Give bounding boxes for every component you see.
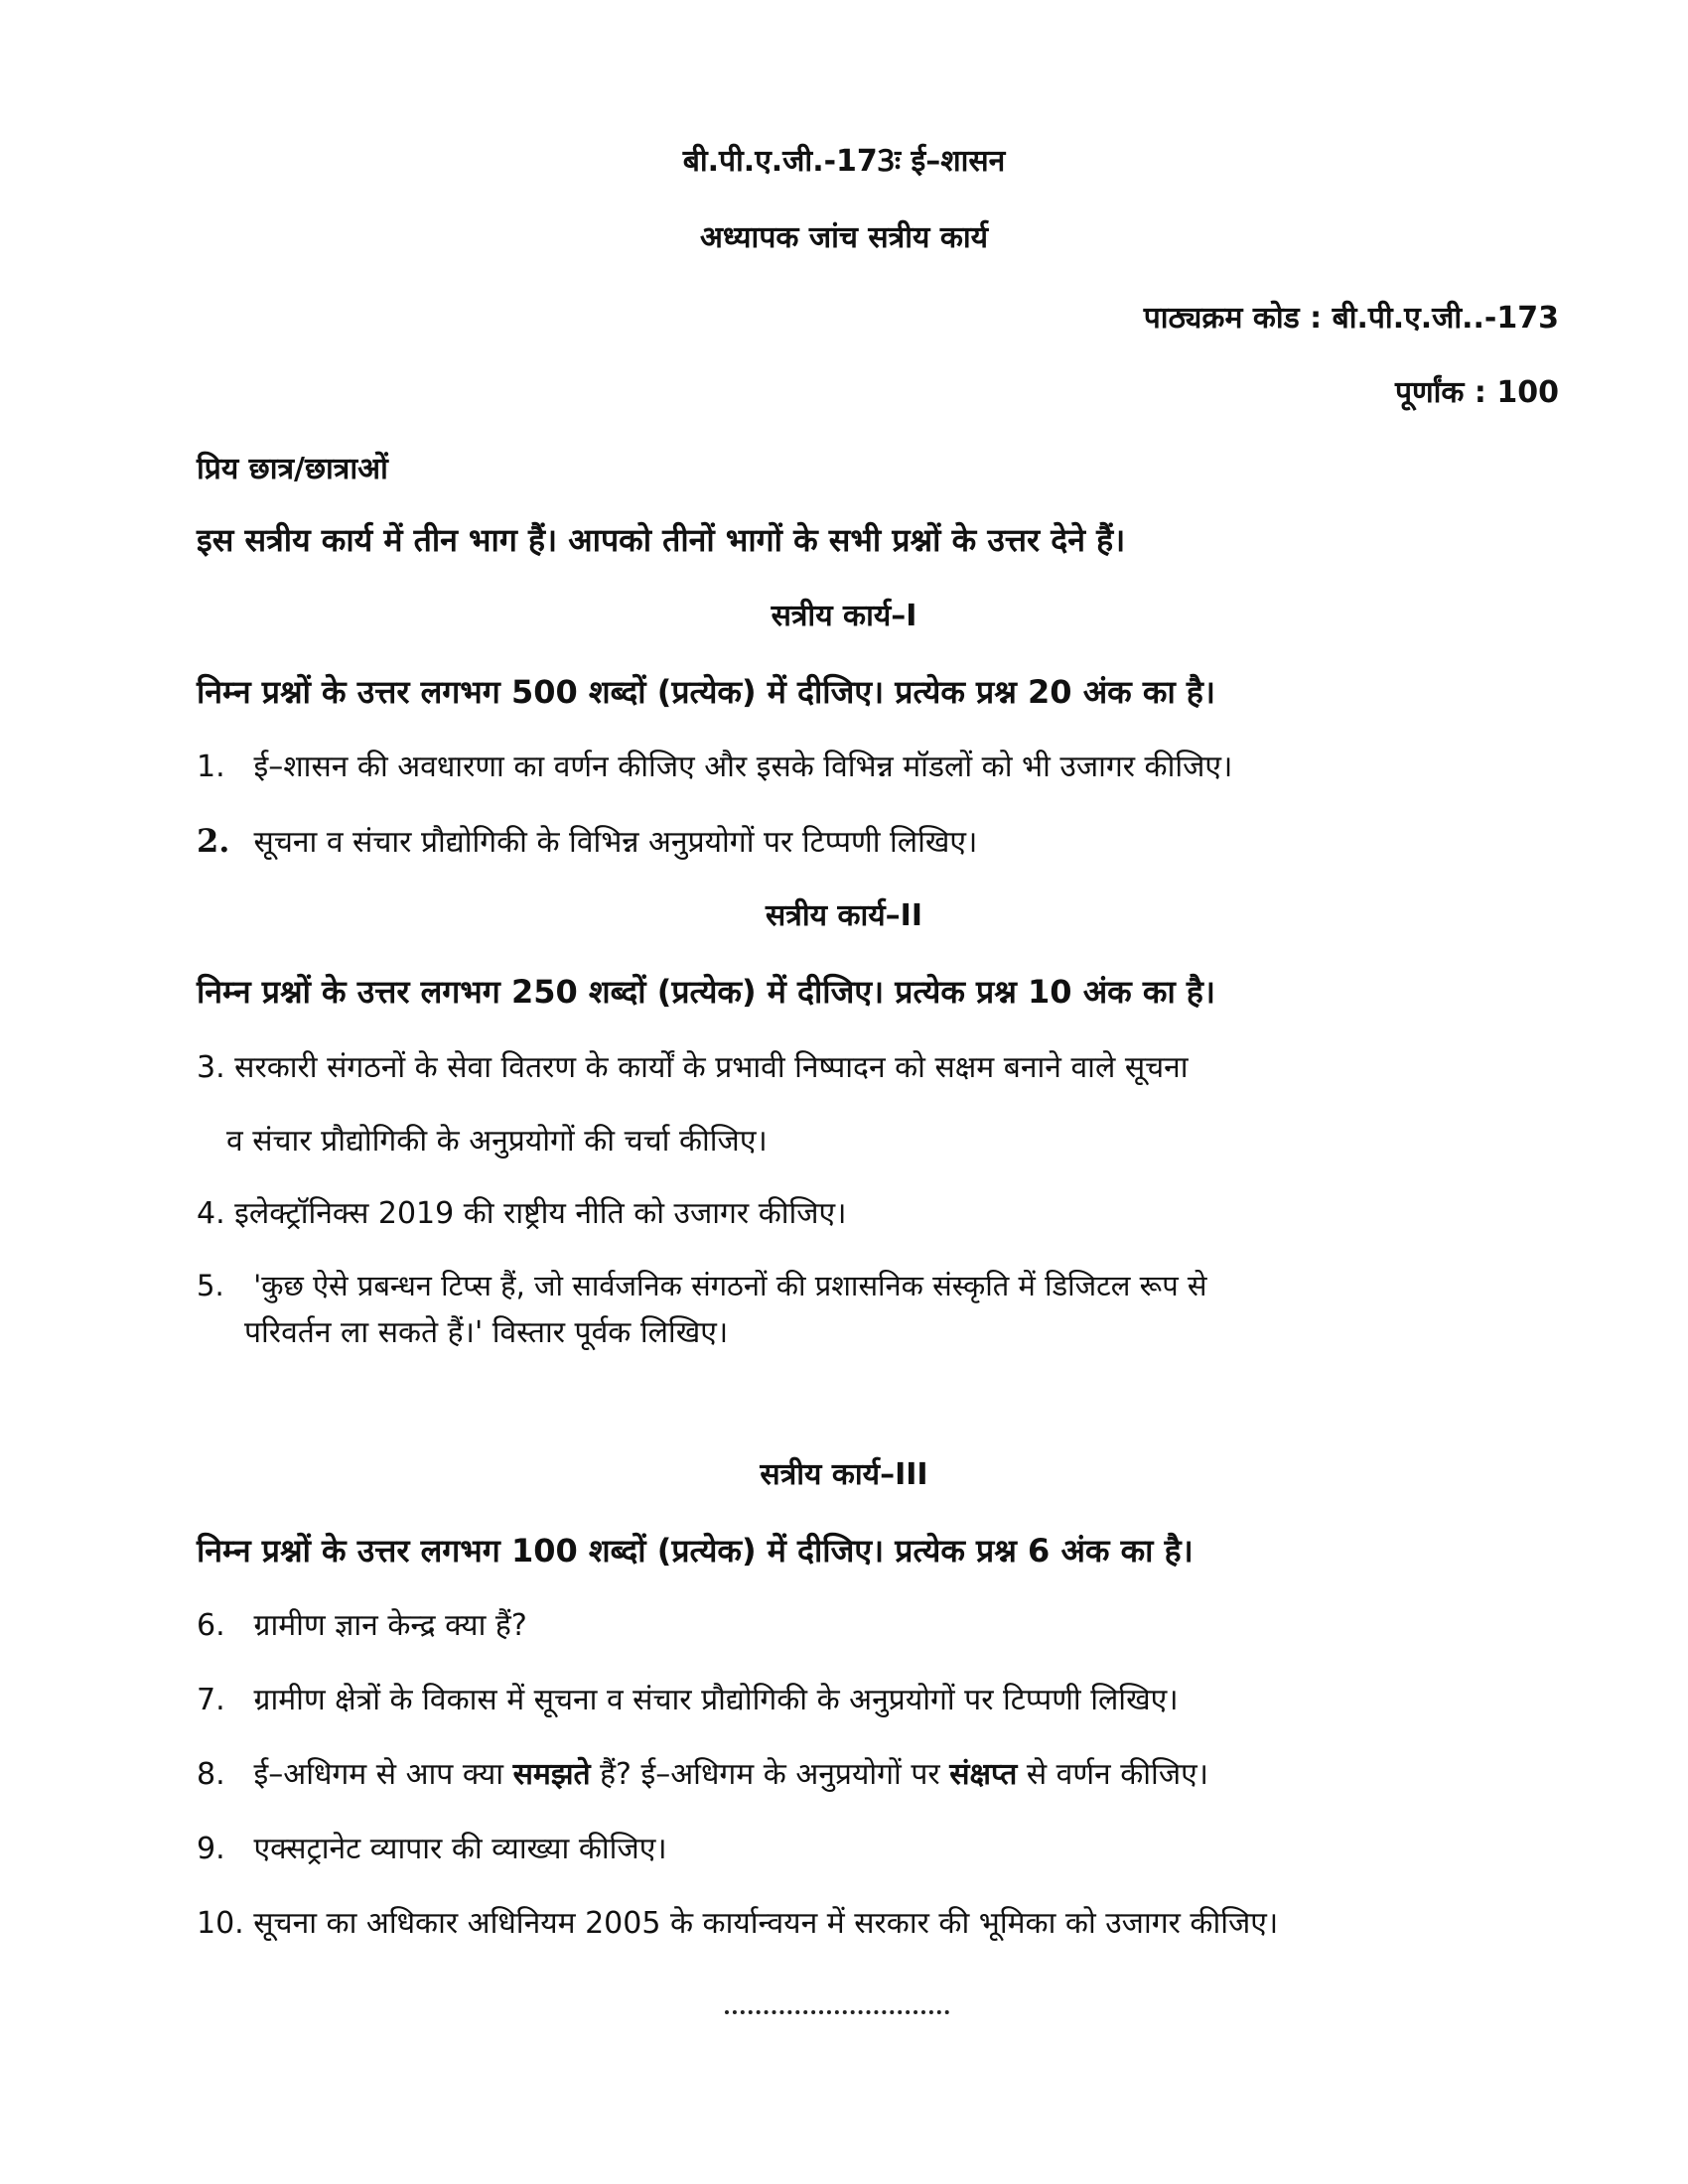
section-instruction: निम्न प्रश्नों के उत्तर लगभग 100 शब्दों (प्रत्येक) में दीजिए। प्रत्येक प्रश्न 6 अंक का है। — [197, 1532, 1194, 1570]
question-text: ई–अधिगम से आप क्या — [253, 1757, 513, 1792]
question-text: सूचना व संचार प्रौद्योगिकी के विभिन्न अनुप्रयोगों पर टिप्पणी लिखिए। — [253, 825, 978, 860]
end-divider — [725, 2010, 949, 2014]
question-text: ग्रामीण ज्ञान केन्द्र क्या हैं? — [253, 1608, 527, 1643]
question-text-bold: समझते — [512, 1757, 591, 1792]
question-item — [197, 1269, 1207, 1303]
question-number: 3. — [197, 1050, 225, 1085]
question-text: एक्सट्रानेट व्यापार की व्याख्या कीजिए। — [253, 1832, 667, 1866]
question-item — [197, 750, 1232, 785]
question-item — [197, 1196, 847, 1232]
question-text: हैं? ई–अधिगम के अनुप्रयोगों पर — [590, 1757, 950, 1792]
question-number: 10. — [197, 1906, 244, 1941]
question-item — [197, 1757, 1208, 1793]
general-instruction: इस सत्रीय कार्य में तीन भाग हैं। आपको तीनों भागों के सभी प्रश्नों के उत्तर देने हैं। — [197, 521, 1126, 559]
section-heading: सत्रीय कार्य–I — [771, 599, 917, 633]
assignment-type: अध्यापक जांच सत्रीय कार्य — [699, 220, 989, 255]
question-item — [197, 1832, 667, 1867]
course-code: पाठ्यक्रम कोड : बी.पी.ए.जी..-173 — [1143, 301, 1559, 336]
question-text-continued: परिवर्तन ला सकते हैं।' विस्तार पूर्वक लिखिए। — [244, 1315, 729, 1350]
question-number: 9. — [197, 1832, 225, 1866]
question-item — [197, 1050, 1189, 1086]
question-text: ग्रामीण क्षेत्रों के विकास में सूचना व संचार प्रौद्योगिकी के अनुप्रयोगों पर टिप्पणी लिखिए। — [253, 1683, 1179, 1717]
question-text: सरकारी संगठनों के सेवा वितरण के कार्यों के प्रभावी निष्पादन को सक्षम बनाने वाले सूचना — [234, 1050, 1189, 1085]
question-number: 6. — [197, 1608, 225, 1643]
question-text: 'कुछ ऐसे प्रबन्धन टिप्स हैं, जो सार्वजनिक संगठनों की प्रशासनिक संस्कृति में डिजिटल रूप से — [253, 1269, 1207, 1302]
section-heading: सत्रीय कार्य–II — [766, 898, 922, 933]
question-text: ई–शासन की अवधारणा का वर्णन कीजिए और इसके विभिन्न मॉडलों को भी उजागर कीजिए। — [253, 750, 1233, 784]
section-instruction: निम्न प्रश्नों के उत्तर लगभग 250 शब्दों (प्रत्येक) में दीजिए। प्रत्येक प्रश्न 10 अंक का है। — [197, 973, 1215, 1011]
course-title: बी.पी.ए.जी.-173ः ई–शासन — [682, 144, 1006, 179]
question-number: 1. — [197, 750, 225, 784]
question-text-bold: संक्षप्त — [949, 1757, 1018, 1792]
section-instruction: निम्न प्रश्नों के उत्तर लगभग 500 शब्दों (प्रत्येक) में दीजिए। प्रत्येक प्रश्न 20 अंक का है। — [197, 673, 1215, 711]
question-item — [197, 822, 977, 861]
question-number: 4. — [197, 1196, 225, 1231]
question-text: इलेक्ट्रॉनिक्स 2019 की राष्ट्रीय नीति को उजागर कीजिए। — [234, 1196, 847, 1231]
question-number: 7. — [197, 1683, 225, 1717]
section-heading: सत्रीय कार्य–III — [760, 1457, 928, 1492]
max-marks: पूर्णांक : 100 — [1394, 375, 1559, 410]
salutation: प्रिय छात्र/छात्राओं — [197, 452, 388, 486]
question-item — [197, 1683, 1179, 1718]
question-item — [197, 1608, 527, 1644]
question-number: 2. — [197, 822, 230, 860]
question-text: सूचना का अधिकार अधिनियम 2005 के कार्यान्वयन में सरकार की भूमिका को उजागर कीजिए। — [253, 1906, 1279, 1941]
question-text-continued: व संचार प्रौद्योगिकी के अनुप्रयोगों की चर्चा कीजिए। — [226, 1124, 768, 1159]
question-number: 8. — [197, 1757, 225, 1792]
question-item — [197, 1906, 1278, 1942]
question-number: 5. — [197, 1269, 224, 1302]
question-text: से वर्णन कीजिए। — [1017, 1757, 1209, 1792]
